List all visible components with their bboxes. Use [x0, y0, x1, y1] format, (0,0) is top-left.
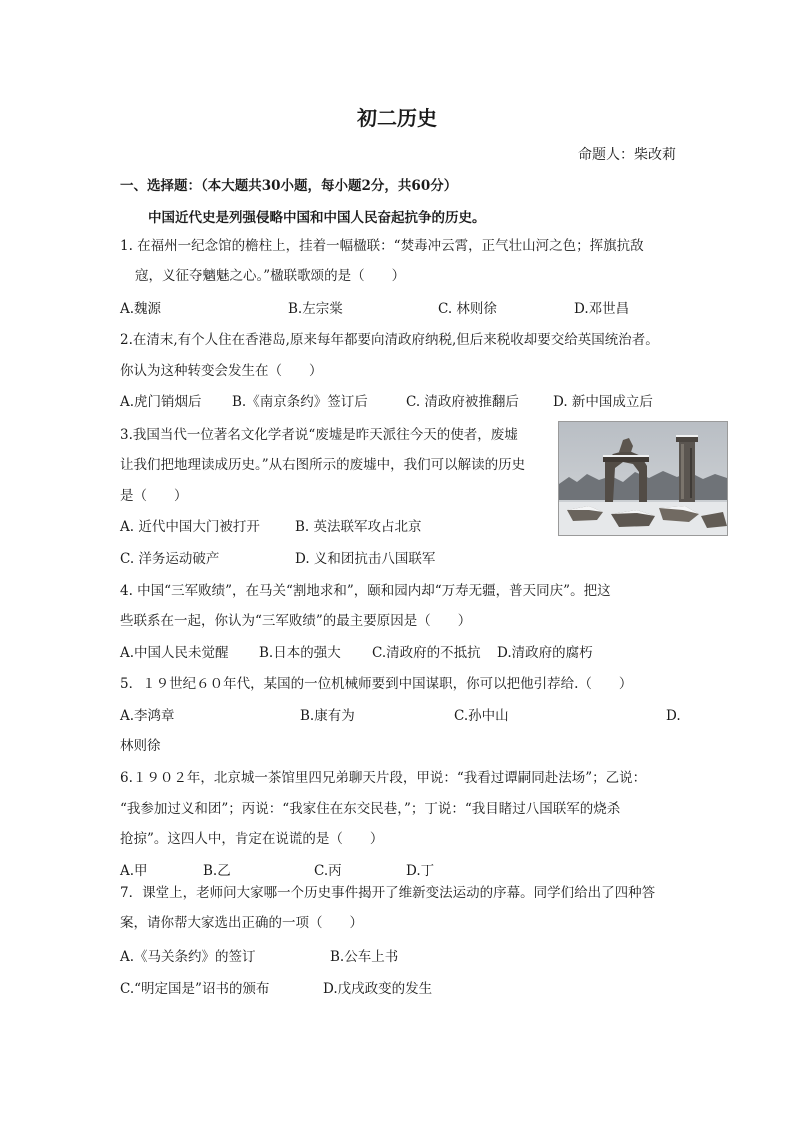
q7-stem-line-1: 7．课堂上，老师问大家哪一个历史事件揭开了维新变法运动的序幕。同学们给出了四种答: [120, 885, 656, 901]
q4-option-c: C.清政府的不抵抗: [372, 645, 481, 661]
q6-option-c: C.丙: [314, 863, 342, 879]
q4-option-a: A.中国人民未觉醒: [120, 645, 229, 661]
q4-stem-line-2: 些联系在一起，你认为“三军败绩”的最主要原因是（ ）: [120, 613, 472, 629]
q3-option-a: A. 近代中国大门被打开: [120, 519, 260, 535]
q5-stem-line-1: 5．１９世纪６０年代，某国的一位机械师要到中国谋职，你可以把他引荐给.（ ）: [120, 676, 633, 692]
q6-option-d: D.丁: [406, 863, 435, 879]
q3-option-c: C. 洋务运动破产: [120, 551, 220, 567]
q5-option-c: C.孙中山: [454, 708, 509, 724]
q5-option-b: B.康有为: [300, 708, 355, 724]
q1-option-b: B.左宗棠: [288, 301, 343, 317]
q6-stem-line-2: “我参加过义和团”；丙说：“我家住在东交民巷，”；丁说：“我目睹过八国联军的烧杀: [120, 801, 621, 817]
q3-option-d: D. 义和团抗击八国联军: [295, 551, 436, 567]
q3-stem-line-2: 让我们把地理读成历史。”从右图所示的废墟中，我们可以解读的历史: [120, 457, 526, 473]
author-line: 命题人：柴改莉: [578, 147, 676, 163]
section-heading: 一、选择题：（本大题共30小题，每小题2分，共60分）: [120, 178, 458, 194]
q5-option-d: D.: [666, 708, 681, 724]
q1-stem-line-1: 1. 在福州一纪念馆的檐柱上，挂着一幅楹联：“焚毒冲云霄，正气壮山河之色；挥旗抗敌: [120, 238, 644, 254]
q4-option-b: B.日本的强大: [259, 645, 341, 661]
q1-option-d: D.邓世昌: [574, 301, 630, 317]
ruins-photo-icon: [559, 422, 727, 535]
q7-option-c: C.“明定国是”诏书的颁布: [120, 981, 270, 997]
q3-stem-line-1: 3.我国当代一位著名文化学者说“废墟是昨天派往今天的使者，废墟: [120, 427, 518, 443]
q1-option-a: A.魏源: [120, 301, 162, 317]
q6-stem-line-1: 6.１９０２年，北京城一茶馆里四兄弟聊天片段，甲说：“我看过谭嗣同赴法场”；乙说：: [120, 770, 647, 786]
q2-stem-line-1: 2.在清末,有个人住在香港岛,原来每年都要向清政府纳税,但后来税收却要交给英国统治者。: [120, 332, 659, 348]
page-title: 初二历史: [357, 106, 437, 130]
section-intro: 中国近代史是列强侵略中国和中国人民奋起抗争的历史。: [148, 210, 486, 226]
q2-option-d: D. 新中国成立后: [553, 394, 653, 410]
q7-option-b: B.公车上书: [330, 949, 399, 965]
q1-stem-line-2: 寇，义征夺魑魅之心。”楹联歌颂的是（ ）: [135, 268, 406, 284]
q3-stem-line-3: 是（ ）: [120, 488, 188, 504]
q1-option-c: C. 林则徐: [438, 301, 497, 317]
q5-option-d-text: 林则徐: [120, 738, 161, 754]
q6-option-a: A.甲: [120, 863, 148, 879]
q3-option-b: B. 英法联军攻占北京: [295, 519, 422, 535]
q4-stem-line-1: 4. 中国“三军败绩”，在马关“割地求和”，颐和园内却“万寿无疆，普天同庆”。把这: [120, 583, 611, 599]
q2-option-c: C. 清政府被推翻后: [406, 394, 519, 410]
q2-stem-line-2: 你认为这种转变会发生在（ ）: [120, 363, 323, 379]
q6-stem-line-3: 抢掠”。这四人中，肯定在说谎的是（ ）: [120, 831, 384, 847]
q6-option-b: B.乙: [203, 863, 231, 879]
q2-option-a: A.虎门销烟后: [120, 394, 202, 410]
q2-option-b: B.《南京条约》签订后: [232, 394, 368, 410]
q5-option-a: A.李鸿章: [120, 708, 175, 724]
q7-option-d: D.戊戌政变的发生: [323, 981, 433, 997]
ruins-photo: [558, 421, 728, 536]
q4-option-d: D.清政府的腐朽: [497, 645, 593, 661]
q7-stem-line-2: 案，请你帮大家选出正确的一项（ ）: [120, 915, 363, 931]
q7-option-a: A.《马关条约》的签订: [120, 949, 256, 965]
